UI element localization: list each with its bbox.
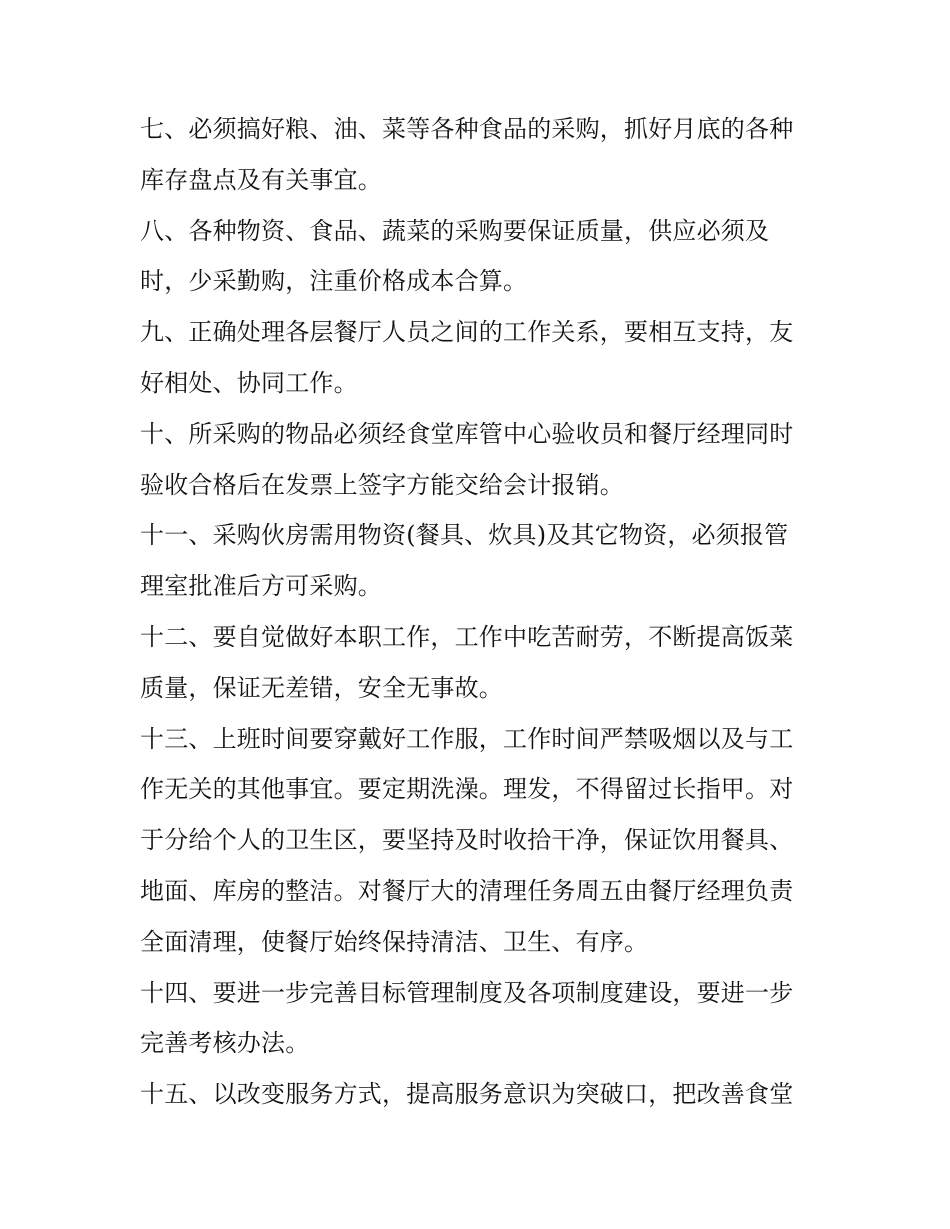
text-line: 九、正确处理各层餐厅人员之间的工作关系，要相互支持，友 [140,318,794,347]
text-line: 作无关的其他事宜。要定期洗澡。理发，不得留过长指甲。对 [140,775,794,804]
text-line: 十三、上班时间要穿戴好工作服，工作时间严禁吸烟以及与工 [140,724,794,753]
document-body [140,104,820,1120]
text-line: 全面清理，使餐厅始终保持清洁、卫生、有序。 [140,927,649,956]
text-line: 七、必须搞好粮、油、菜等各种食品的采购，抓好月底的各种 [140,115,794,143]
text-line: 库存盘点及有关事宜。 [140,165,382,194]
text-line: 十二、要自觉做好本职工作，工作中吃苦耐劳，不断提高饭菜 [140,622,794,651]
text-line: 理室批准后方可采购。 [140,572,382,601]
text-line: 好相处、协同工作。 [140,368,358,397]
text-line: 十五、以改变服务方式，提高服务意识为突破口，把改善食堂 [140,1080,794,1109]
text-line: 十一、采购伙房需用物资(餐具、炊具)及其它物资，必须报管 [140,521,789,550]
text-line: 时，少采勤购，注重价格成本合算。 [140,267,528,296]
text-line: 于分给个人的卫生区，要坚持及时收拾干净，保证饮用餐具、 [140,826,794,855]
text-line: 完善考核办法。 [140,1029,310,1058]
text-line: 地面、库房的整洁。对餐厅大的清理任务周五由餐厅经理负责 [140,876,794,905]
text-line: 验收合格后在发票上签字方能交给会计报销。 [140,470,624,499]
text-line: 八、各种物资、食品、蔬菜的采购要保证质量，供应必须及 [140,216,770,245]
text-line: 质量，保证无差错，安全无事故。 [140,673,503,702]
text-line: 十、所采购的物品必须经食堂库管中心验收员和餐厅经理同时 [140,419,794,448]
text-line: 十四、要进一步完善目标管理制度及各项制度建设，要进一步 [140,978,794,1007]
